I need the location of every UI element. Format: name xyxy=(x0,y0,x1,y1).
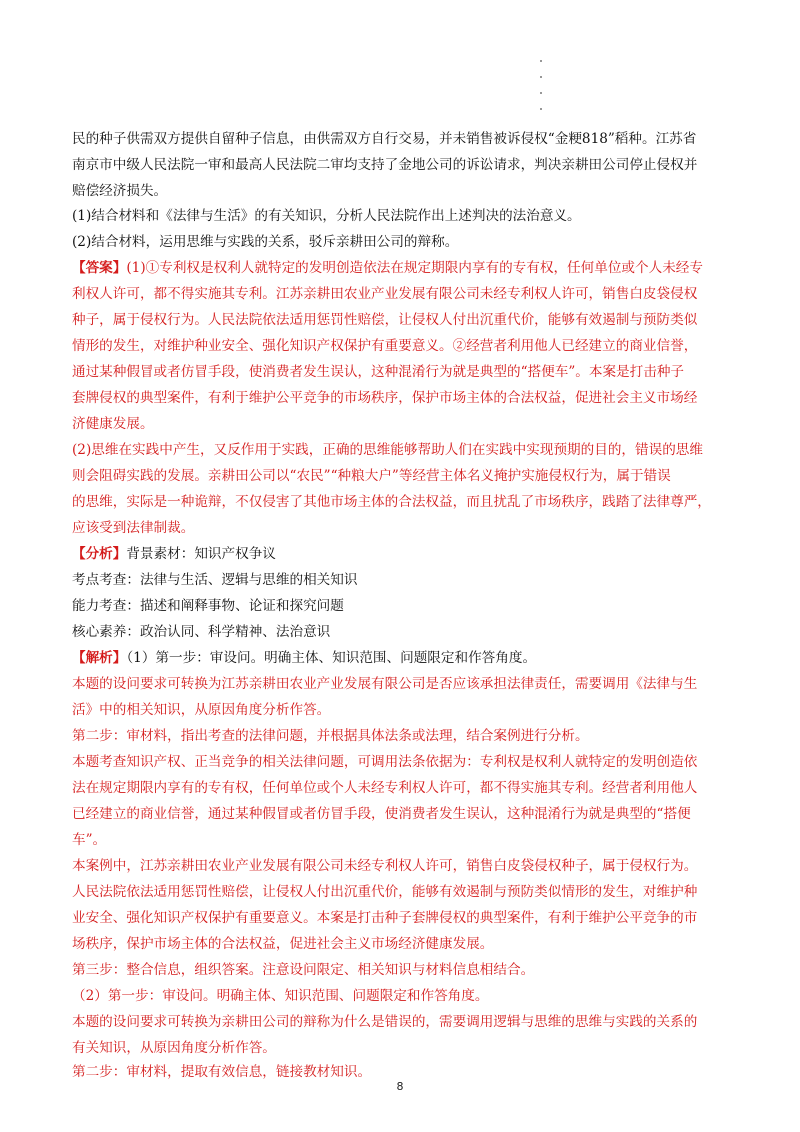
points-line: 考点考查：法律与生活、逻辑与思维的相关知识 xyxy=(72,572,358,588)
answer-text: (1)①专利权是权利人就特定的发明创造依法在规定期限内享有的专有权，任何单位或个人未经专 xyxy=(126,260,703,276)
analysis-tag: 【分析】 xyxy=(72,546,127,562)
explain-line: 本题的设问要求可转换为亲耕田公司的辩称为什么是错误的，需要调用逻辑与思维的思维与实践的关系的 xyxy=(72,1014,698,1030)
step-3-line: 第三步：整合信息，组织答案。注意设问限定、相关知识与材料信息相结合。 xyxy=(72,962,535,978)
question-1: (1)结合材料和《法律与生活》的有关知识，分析人民法院作出上述判决的法治意义。 xyxy=(72,208,581,224)
answer-line: 通过某种假冒或者仿冒手段，使消费者发生误认，这种混淆行为就是典型的“搭便车”。本案是打击种子 xyxy=(72,364,685,380)
explain-line: 法在规定期限内享有的专有权，任何单位或个人未经专利权人许可，都不得实施其专利。经营者利用他人 xyxy=(72,780,698,796)
explain-line: 本案例中，江苏亲耕田农业产业发展有限公司未经专利权人许可，销售白皮袋侵权种子，属于侵权行为。 xyxy=(72,858,698,874)
explain-line: 本题考查知识产权、正当竞争的相关法律问题，可调用法条依据为：专利权是权利人就特定的发明创造依 xyxy=(72,754,698,770)
intro-line: 民的种子供需双方提供自留种子信息，由供需双方自行交易，并未销售被诉侵权“金粳818”稻种。江苏省 xyxy=(72,131,697,147)
step-2-line: 第二步：审材料，指出考查的法律问题，并根据具体法条或法理，结合案例进行分析。 xyxy=(72,728,589,744)
jiexi-line xyxy=(72,649,732,667)
explain-line: 有关知识，从原因角度分析作答。 xyxy=(72,1040,276,1056)
step-2b-line: 第二步：审材料，提取有效信息，链接教材知识。 xyxy=(72,1064,372,1080)
answer-line: 利权人许可，都不得实施其专利。江苏亲耕田农业产业发展有限公司未经专利权人许可，销售白皮袋侵权 xyxy=(72,286,698,302)
answer-line: 套牌侵权的典型案件，有利于维护公平竞争的市场秩序，保护市场主体的合法权益，促进社会主义市场经 xyxy=(72,390,698,406)
answer-line: 情形的发生，对维护种业安全、强化知识产权保护有重要意义。②经营者利用他人已经建立的商业信誉， xyxy=(72,338,698,354)
explain-line: 活》中的相关知识，从原因角度分析作答。 xyxy=(72,702,331,718)
answer-2-line: 则会阻碍实践的发展。亲耕田公司以“农民”“种粮大户”等经营主体名义掩护实施侵权行为，属于错误 xyxy=(72,468,671,484)
answer-first-line xyxy=(72,259,732,277)
explain-line: 人民法院依法适用惩罚性赔偿，让侵权人付出沉重代价，能够有效遏制与预防类似情形的发生，对维护种 xyxy=(72,884,698,900)
jiexi-tag: 【解析】 xyxy=(72,650,127,666)
literacy-line: 核心素养：政治认同、科学精神、法治意识 xyxy=(72,624,331,640)
explain-line: 业安全、强化知识产权保护有重要意义。本案是打击种子套牌侵权的典型案件，有利于维护公平竞争的市 xyxy=(72,910,698,926)
intro-line: 南京市中级人民法院一审和最高人民法院二审均支持了金地公司的诉讼请求，判决亲耕田公司停止侵权并 xyxy=(72,157,698,173)
part-2-line: （2）第一步：审设问。明确主体、知识范围、问题限定和作答角度。 xyxy=(72,988,489,1004)
answer-2-line: (2)思维在实践中产生，又反作用于实践，正确的思维能够帮助人们在实践中实现预期的目的，错误的思维 xyxy=(72,442,703,458)
page-number: 8 xyxy=(396,1080,404,1093)
jiexi-text: （1）第一步：审设问。明确主体、知识范围、问题限定和作答角度。 xyxy=(126,650,537,666)
explain-line: 已经建立的商业信誉，通过某种假冒或者仿冒手段，使消费者发生误认，这种混淆行为就是典型的“搭便 xyxy=(72,806,691,822)
ability-line: 能力考查：描述和阐释事物、论证和探究问题 xyxy=(72,598,344,614)
question-2: (2)结合材料，运用思维与实践的关系，驳斥亲耕田公司的辩称。 xyxy=(72,234,459,250)
explain-line: 车”。 xyxy=(72,832,107,848)
answer-2-line: 应该受到法律制裁。 xyxy=(72,520,195,536)
answer-2-line: 的思维，实际是一种诡辩，不仅侵害了其他市场主体的合法权益，而且扰乱了市场秩序，践踏了法律尊严， xyxy=(72,494,711,510)
answer-tag: 【答案】 xyxy=(72,260,127,276)
margin-dots xyxy=(540,60,544,124)
analysis-text: 背景素材：知识产权争议 xyxy=(126,546,276,562)
answer-line: 济健康发展。 xyxy=(72,416,154,432)
analysis-line xyxy=(72,545,732,563)
intro-line: 赔偿经济损失。 xyxy=(72,183,168,199)
explain-line: 本题的设问要求可转换为江苏亲耕田农业产业发展有限公司是否应该承担法律责任，需要调用《法律与生 xyxy=(72,676,698,692)
explain-line: 场秩序，保护市场主体的合法权益，促进社会主义市场经济健康发展。 xyxy=(72,936,494,952)
answer-line: 种子，属于侵权行为。人民法院依法适用惩罚性赔偿，让侵权人付出沉重代价，能够有效遏制与预防类似 xyxy=(72,312,698,328)
